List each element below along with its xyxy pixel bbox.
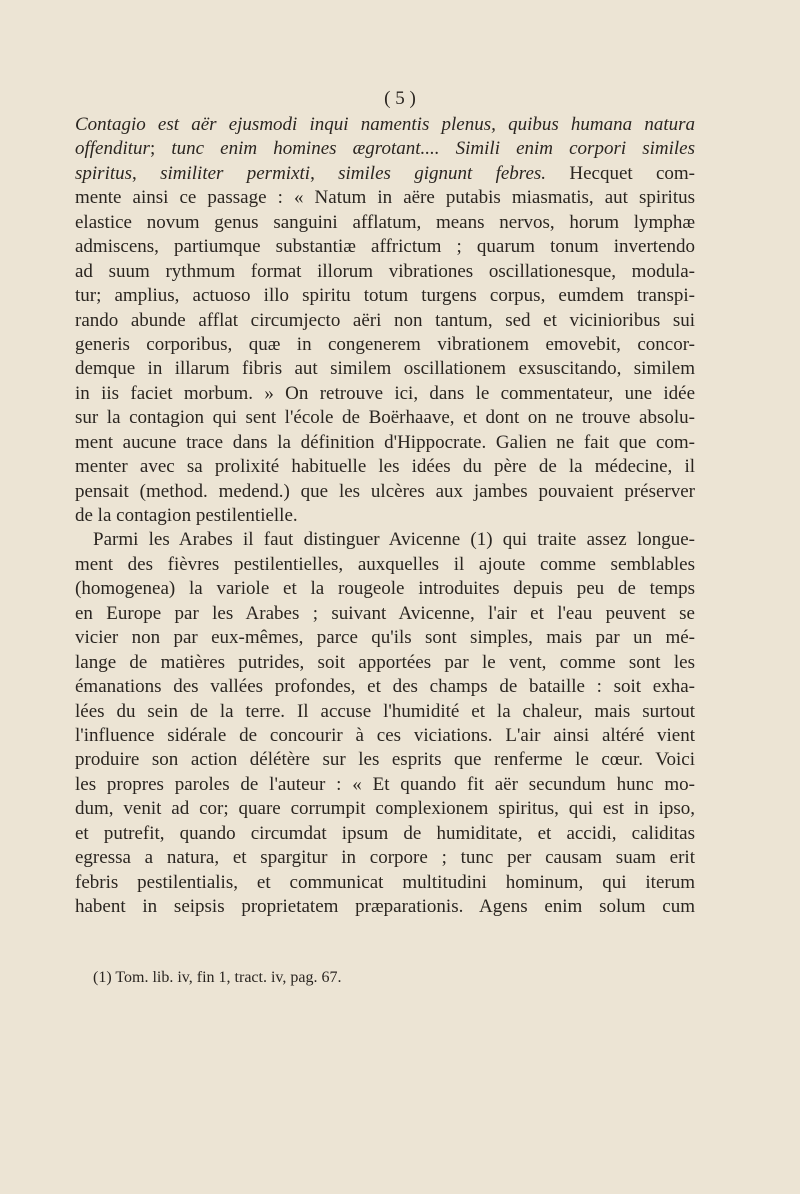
text-line: pensait (method. medend.) que les ulcères aux jambes pouvaient préserver — [75, 480, 695, 502]
text-line: elastice novum genus sanguini afflatum, means nervos, horum lymphæ — [75, 211, 695, 233]
text-line — [75, 137, 695, 161]
text-line: sur la contagion qui sent l'école de Boërhaave, et dont on ne trouve absolu- — [75, 407, 695, 429]
text-line: émanations des vallées profondes, et des champs de bataille : soit exha- — [75, 676, 695, 698]
text-line: in iis faciet morbum. » On retrouve ici, dans le commentateur, une idée — [75, 382, 695, 404]
text-line: et putrefit, quando circumdat ipsum de humiditate, et accidi, caliditas — [75, 822, 695, 844]
italic-quote: similiter permixti — [160, 162, 311, 184]
text-line: generis corporibus, quæ in congenerem vibrationem emovebit, concor- — [75, 333, 695, 355]
text-line: lange de matières putrides, soit apportées par le vent, comme sont les — [75, 651, 695, 673]
punctuation: ; — [149, 138, 172, 160]
text-line: lées du sein de la terre. Il accuse l'humidité et la chaleur, mais surtout — [75, 700, 695, 722]
text-line: menter avec sa prolixité habituelle les idées du père de la médecine, il — [75, 456, 695, 478]
text-line: ment des fièvres pestilentielles, auxquelles il ajoute comme semblables — [75, 553, 695, 575]
text-line: l'influence sidérale de concourir à ces viciations. L'air ainsi altéré vient — [75, 724, 695, 746]
italic-quote: tunc enim homines ægrotant.... Simili enim corpori similes — [171, 138, 695, 160]
text-line — [75, 162, 695, 186]
text-line: (homogenea) la variole et la rougeole introduites depuis peu de temps — [75, 578, 695, 600]
text-line: demque in illarum fibris aut similem oscillationem exsuscitando, similem — [75, 358, 695, 380]
text-line: febris pestilentialis, et communicat multitudini hominum, qui iterum — [75, 871, 695, 893]
text-line: admiscens, partiumque substantiæ affrictum ; quarum tonum invertendo — [75, 236, 695, 258]
roman-text: Hecquet com- — [546, 162, 695, 184]
text-line: dum, venit ad cor; quare corrumpit complexionem spiritus, qui est in ipso, — [75, 798, 695, 820]
italic-quote: similes gignunt febres. — [338, 162, 547, 184]
text-line: rando abunde afflat circumjecto aëri non tantum, sed et vicinioribus sui — [75, 309, 695, 331]
text-line: vicier non par eux-mêmes, parce qu'ils sont simples, mais par un mé- — [75, 627, 695, 649]
punctuation: , — [310, 162, 339, 184]
text-line: de la contagion pestilentielle. — [75, 505, 298, 526]
text-line: en Europe par les Arabes ; suivant Avicenne, l'air et l'eau peuvent se — [75, 602, 695, 624]
italic-quote: Contagio est aër ejusmodi inqui namentis plenus, quibus humana natura — [75, 114, 695, 135]
punctuation: , — [132, 162, 161, 184]
italic-quote: spiritus — [75, 162, 133, 184]
footnote: (1) Tom. lib. iv, fin 1, tract. iv, pag. 67. — [93, 969, 342, 986]
text-line: egressa a natura, et spargitur in corpore ; tunc per causam suam erit — [75, 847, 695, 869]
text-line: habent in seipsis proprietatem præparationis. Agens enim solum cum — [75, 896, 695, 917]
text-line: ad suum rythmum format illorum vibrationes oscillationesque, modula- — [75, 260, 695, 282]
main-text — [75, 113, 695, 919]
italic-quote: offenditur — [75, 138, 150, 160]
text-line: les propres paroles de l'auteur : « Et quando fit aër secundum hunc mo- — [75, 773, 695, 795]
page-number: ( 5 ) — [384, 88, 416, 109]
text-line: ment aucune trace dans la définition d'Hippocrate. Galien ne fait que com- — [75, 431, 695, 453]
text-line — [75, 113, 695, 137]
text-line: produire son action délétère sur les esprits que renferme le cœur. Voici — [75, 749, 695, 771]
text-line: Parmi les Arabes il faut distinguer Avicenne (1) qui traite assez longue- — [93, 529, 695, 551]
text-line: mente ainsi ce passage : « Natum in aëre putabis miasmatis, aut spiritus — [75, 187, 695, 209]
text-line: tur; amplius, actuoso illo spiritu totum turgens corpus, eumdem transpi- — [75, 285, 695, 307]
